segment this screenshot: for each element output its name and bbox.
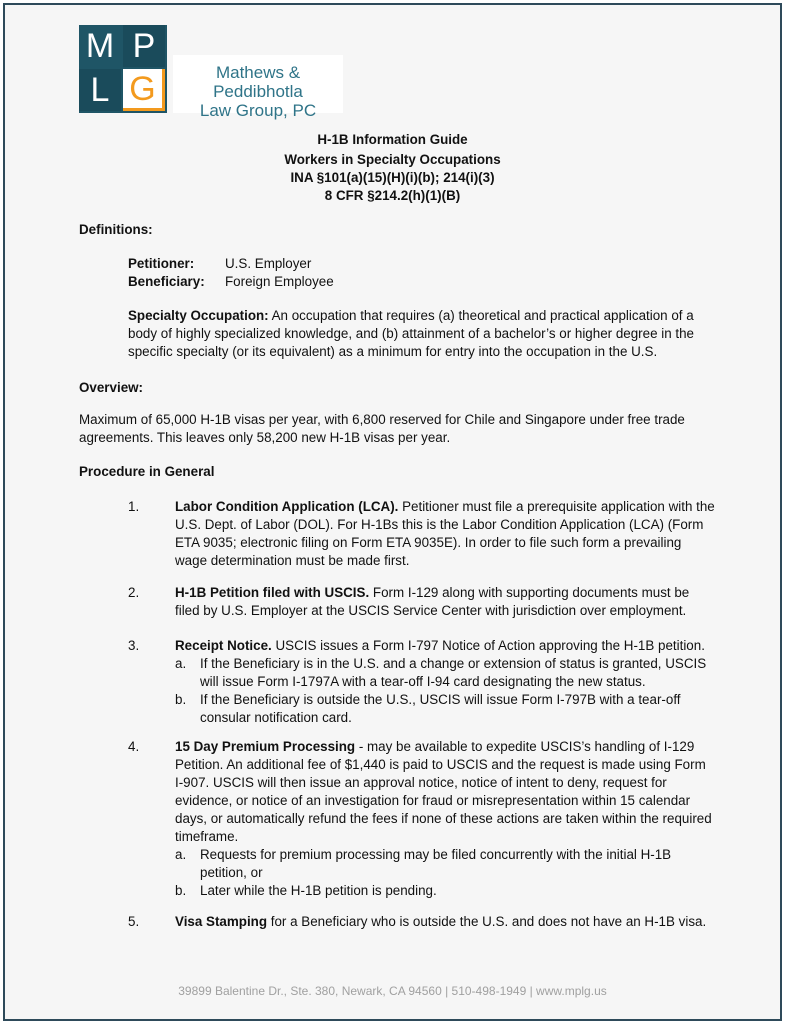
sub-item <box>175 846 715 882</box>
sub-item-text: Later while the H-1B petition is pending. <box>200 883 437 898</box>
procedure-item <box>175 584 715 620</box>
procedure-item <box>175 913 715 931</box>
item-text: - may be available to expedite USCIS’s handling of I-129 Petition. An additional fee of $1,440 is paid to USCIS and the request is made using Form I-907. USCIS will then issue an approval notice, notice of intent to deny, request for evidence, or notice of an investigation for fraud or misrepresentation within 15 calendar days, or automatically refund the fees if none of these actions are taken within the required timeframe. <box>175 739 712 844</box>
procedure-heading: Procedure in General <box>79 464 215 479</box>
logo-letter: P <box>123 25 165 67</box>
specialty-text: An occupation that requires (a) theoretical and practical application of a body of highly specialized knowledge, and (b) attainment of a bachelor’s or higher degree in the specific specialty (or its equivalent) as a minimum for entry into the occupation in the U.S. <box>128 308 694 359</box>
item-text: Form I-129 along with supporting documents must be filed by U.S. Employer at the USCIS Service Center with jurisdiction over employment. <box>175 585 690 618</box>
sub-item-letter: a. <box>175 656 187 671</box>
overview-text: Maximum of 65,000 H-1B visas per year, with 6,800 reserved for Chile and Singapore under free trade agreements. This leaves only 58,200 new H-1B visas per year. <box>79 412 685 445</box>
logo-letter: L <box>79 69 121 111</box>
sub-item <box>175 691 715 727</box>
procedure-item <box>175 637 715 727</box>
definitions-heading: Definitions: <box>79 222 153 237</box>
petitioner-label: Petitioner: <box>128 256 195 271</box>
item-number: 2. <box>128 585 140 600</box>
logo-letter: G <box>123 69 165 111</box>
item-title: H-1B Petition filed with USCIS. <box>175 585 370 600</box>
doc-subtitle: Workers in Specialty Occupations <box>284 152 501 167</box>
sub-item <box>175 655 715 691</box>
sub-item-letter: a. <box>175 847 187 862</box>
specialty-label: Specialty Occupation: <box>128 308 269 323</box>
item-title: Receipt Notice. <box>175 638 272 653</box>
sub-item <box>175 882 715 900</box>
logo-name-line: Mathews & Peddibhotla <box>213 63 303 101</box>
sub-item-text: If the Beneficiary is outside the U.S., USCIS will issue Form I-797B with a tear-off consular notification card. <box>200 692 681 725</box>
procedure-item <box>175 738 715 900</box>
procedure-item <box>175 498 715 570</box>
beneficiary-label: Beneficiary: <box>128 274 205 289</box>
sub-item-text: Requests for premium processing may be filed concurrently with the initial H-1B petition, or <box>200 847 672 880</box>
footer-address: 39899 Balentine Dr., Ste. 380, Newark, CA 94560 | 510-498-1949 | www.mplg.us <box>178 984 607 998</box>
doc-citation: 8 CFR §214.2(h)(1)(B) <box>324 188 461 203</box>
logo-letter: M <box>85 27 115 65</box>
item-text: for a Beneficiary who is outside the U.S. and does not have an H-1B visa. <box>267 914 707 929</box>
item-number: 1. <box>128 499 140 514</box>
item-number: 5. <box>128 914 140 929</box>
doc-citation: INA §101(a)(15)(H)(i)(b); 214(i)(3) <box>290 170 495 185</box>
logo-name-line: Law Group, PC <box>199 101 317 120</box>
item-number: 4. <box>128 739 140 754</box>
petitioner-value: U.S. Employer <box>225 256 312 271</box>
specialty-definition <box>128 307 718 361</box>
item-title: Visa Stamping <box>175 914 268 929</box>
item-title: Labor Condition Application (LCA). <box>175 499 399 514</box>
item-title: 15 Day Premium Processing <box>175 739 356 754</box>
item-number: 3. <box>128 638 140 653</box>
beneficiary-value: Foreign Employee <box>225 274 334 289</box>
sub-item-letter: b. <box>175 883 187 898</box>
item-text: Petitioner must file a prerequisite application with the U.S. Dept. of Labor (DOL). For H-1Bs this is the Labor Condition Application (LCA) (Form ETA 9035; electronic filing on Form ETA 9035E). In order to file such form a prevailing wage determination must be made first. <box>175 499 715 568</box>
item-text: USCIS issues a Form I-797 Notice of Action approving the H-1B petition. <box>271 638 705 653</box>
logo-name <box>173 55 343 120</box>
overview-heading: Overview: <box>79 380 144 395</box>
sub-item-text: If the Beneficiary is in the U.S. and a change or extension of status is granted, USCIS will issue Form I-1797A with a tear-off I-94 card designating the new status. <box>200 656 707 689</box>
sub-item-letter: b. <box>175 692 187 707</box>
logo-mark <box>79 25 167 113</box>
doc-title: H-1B Information Guide <box>317 132 468 147</box>
